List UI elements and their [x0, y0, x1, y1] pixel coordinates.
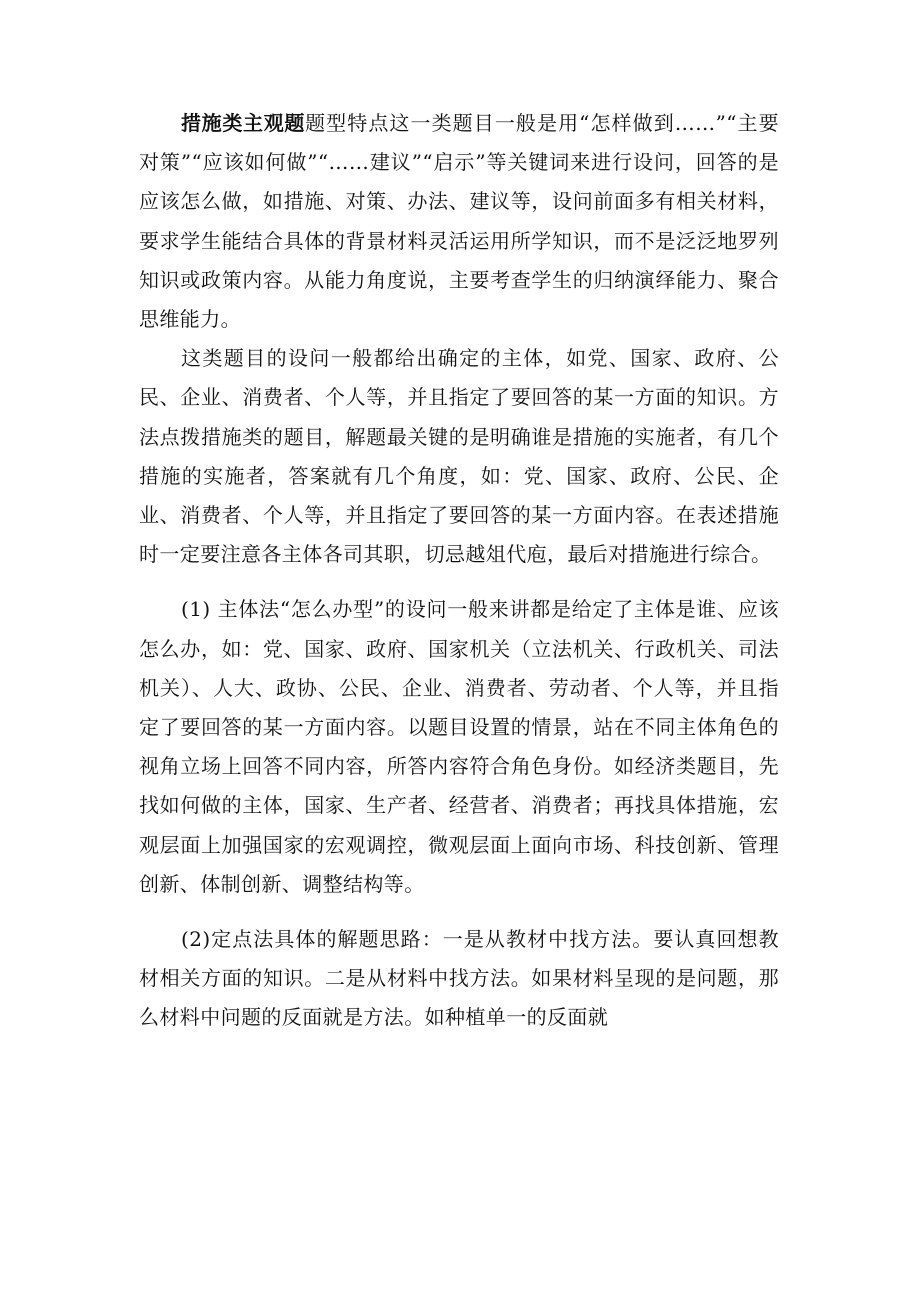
paragraph-text: 题型特点这一类题目一般是用“怎样做到……”“主要对策”“应该如何做”“……建议”“启示”等关键词来进行设问，回答的是应该怎么做，如措施、对策、办法、建议等，设问前面多有相关材料，要求学生能结合具体的背景材料灵活运用所学知识，而不是泛泛地罗列知识或政策内容。从能力角度说，主要考查学生的归纳演绎能力、聚合思维能力。 [139, 111, 779, 332]
paragraph-subject-method: (1) 主体法“怎么办型”的设问一般来讲都是给定了主体是谁、应该怎么办，如：党、国家、政府、国家机关（立法机关、行政机关、司法机关）、人大、政协、公民、企业、消费者、劳动者、个人等，并且指定了要回答的某一方面内容。以题目设置的情景，站在不同主体角色的视角立场上回答不同内容，所答内容符合角色身份。如经济类题目，先找如何做的主体，国家、生产者、经营者、消费者；再找具体措施，宏观层面上加强国家的宏观调控，微观层面上面向市场、科技创新、管理创新、体制创新、调整结构等。 [139, 597, 779, 896]
paragraph-question-subjects: 这类题目的设问一般都给出确定的主体，如党、国家、政府、公民、企业、消费者、个人等，并且指定了要回答的某一方面的知识。方法点拨措施类的题目，解题最关键的是明确谁是措施的实施者，有几个措施的实施者，答案就有几个角度，如：党、国家、政府、公民、企业、消费者、个人等，并且指定了要回答的某一方面内容。在表述措施时一定要注意各主体各司其职，切忌越俎代庖，最后对措施进行综合。 [139, 346, 779, 567]
paragraph-measures-subjective-questions [139, 104, 779, 339]
document-body [139, 104, 779, 1038]
paragraph-fixed-point-method: (2)定点法具体的解题思路：一是从教材中找方法。要认真回想教材相关方面的知识。二是从材料中找方法。如果材料呈现的是问题，那么材料中问题的反面就是方法。如种植单一的反面就 [139, 927, 779, 1030]
section-heading: 措施类主观题 [181, 111, 306, 135]
